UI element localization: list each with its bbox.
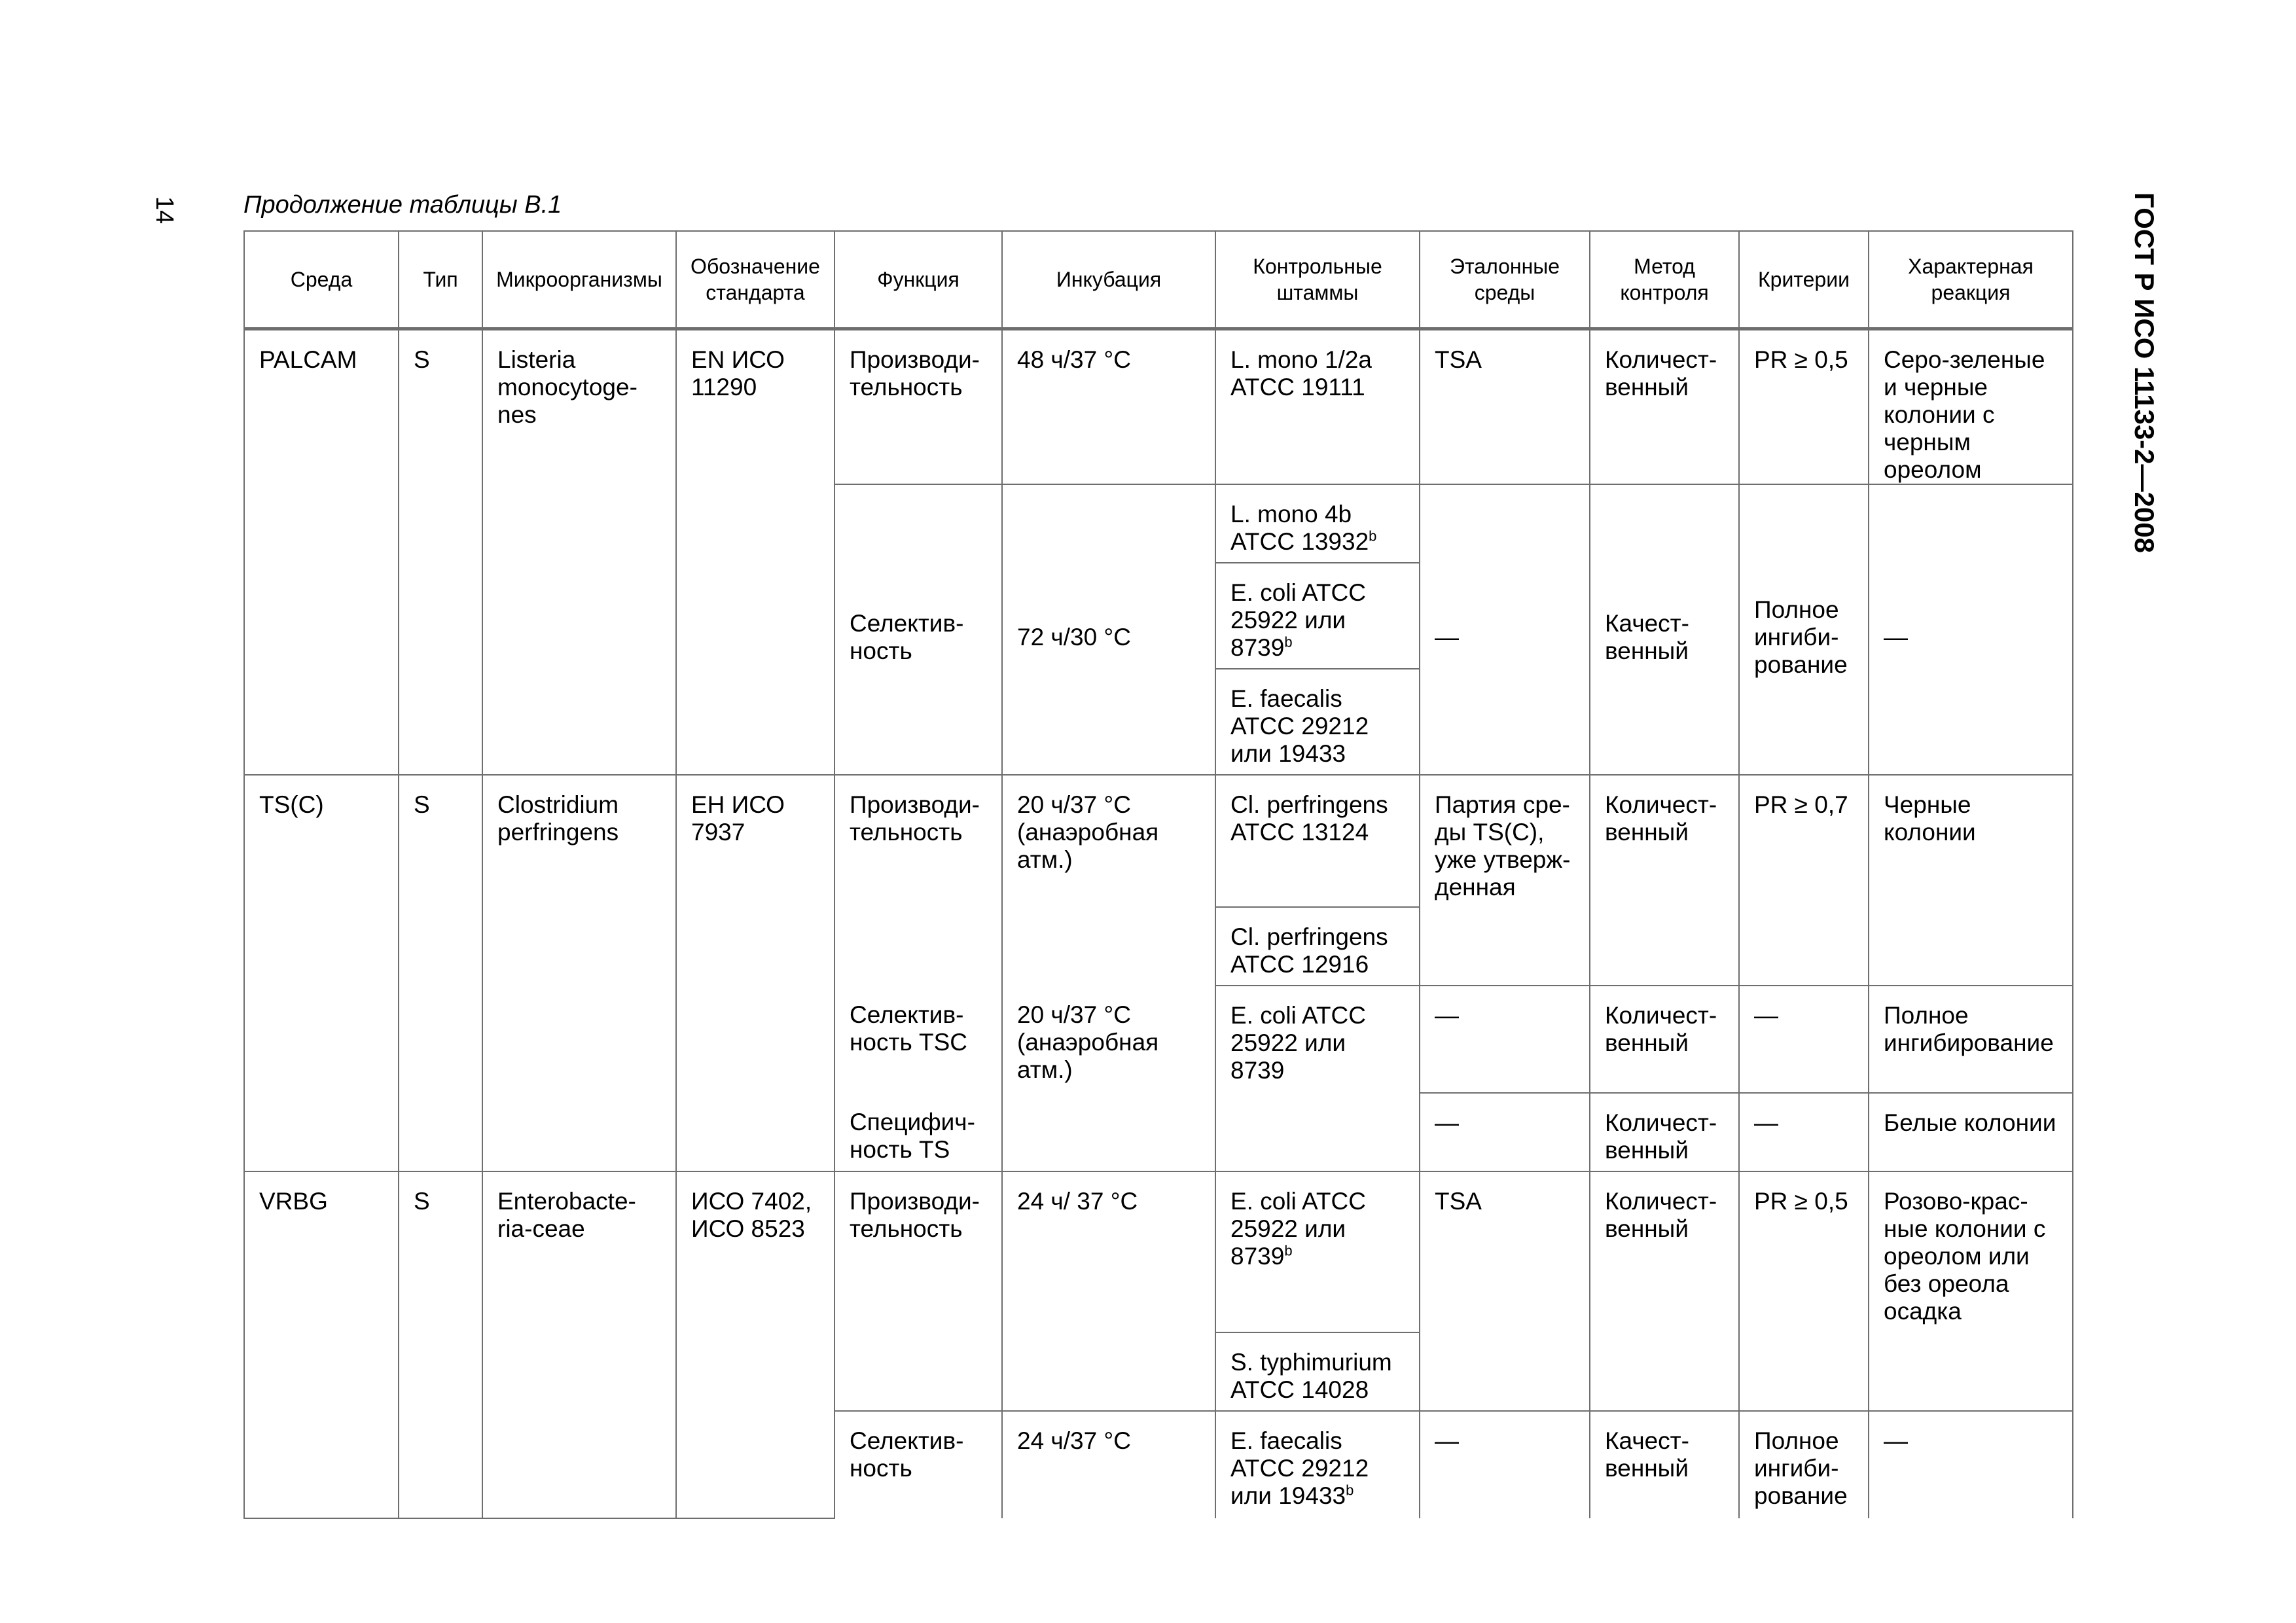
cell-incubation: 20 ч/37 °C (анаэробная атм.): [1002, 986, 1215, 1171]
cell-organism: Listeria monocytoge-nes: [482, 329, 676, 776]
cell-strain: S. typhimurium ATCC 14028: [1215, 1332, 1420, 1411]
cell-reaction: Полное ингибирование: [1869, 986, 2073, 1093]
cell-function: Производи-тельность: [834, 1171, 1002, 1411]
table-row: [244, 329, 2073, 485]
cell-reaction: —: [1869, 484, 2073, 775]
cell-criteria: PR ≥ 0,5: [1739, 329, 1869, 485]
cell-incubation: 24 ч/37 °C: [1002, 1411, 1215, 1518]
cell-strain: L. mono 1/2a ATCC 19111: [1215, 329, 1420, 485]
header-organisms: Микроорганизмы: [482, 231, 676, 329]
header-reaction: Характерная реакция: [1869, 231, 2073, 329]
cell-standard: EN ИСО 11290: [676, 329, 834, 776]
cell-organism: Enterobacte-ria-ceae: [482, 1171, 676, 1518]
header-medium: Среда: [244, 231, 399, 329]
header-reference-media: Эталонные среды: [1420, 231, 1590, 329]
cell-medium: TS(C): [244, 775, 399, 1171]
footnote-mark: b: [1284, 1242, 1293, 1259]
cell-reference: —: [1420, 484, 1590, 775]
header-criteria: Критерии: [1739, 231, 1869, 329]
cell-criteria: PR ≥ 0,7: [1739, 775, 1869, 986]
header-function: Функция: [834, 231, 1002, 329]
cell-reference: —: [1420, 1093, 1590, 1171]
cell-organism: Clostridium perfringens: [482, 775, 676, 1171]
cell-type: S: [399, 329, 482, 776]
strain-text: E. coli ATCC 25922 или 8739: [1230, 579, 1366, 661]
cell-reference: TSA: [1420, 329, 1590, 485]
cell-criteria: —: [1739, 1093, 1869, 1171]
cell-method: Количест-венный: [1590, 986, 1739, 1093]
cell-strain: Cl. perfringens ATCC 13124: [1215, 775, 1420, 907]
footnote-mark: b: [1346, 1482, 1354, 1499]
cell-type: S: [399, 1171, 482, 1518]
cell-strain: E. coli ATCC 25922 или 8739: [1215, 986, 1420, 1171]
table-caption: Продолжение таблицы В.1: [243, 191, 562, 219]
cell-reference: —: [1420, 986, 1590, 1093]
cell-reaction: —: [1869, 1411, 2073, 1518]
table-row: [244, 775, 2073, 907]
cell-strain: Cl. perfringens ATCC 12916: [1215, 907, 1420, 986]
header-incubation: Инкубация: [1002, 231, 1215, 329]
cell-function: Производи-тельность: [834, 775, 1002, 986]
cell-standard: ЕН ИСО 7937: [676, 775, 834, 1171]
cell-strain: [1215, 1171, 1420, 1332]
cell-medium: VRBG: [244, 1171, 399, 1518]
cell-function: Селектив-ность: [834, 1411, 1002, 1518]
cell-reaction: Розово-крас-ные колонии с ореолом или без ореола осадка: [1869, 1171, 2073, 1411]
cell-incubation: 20 ч/37 °C (анаэробная атм.): [1002, 775, 1215, 986]
cell-incubation: 24 ч/ 37 °C: [1002, 1171, 1215, 1411]
cell-reference: TSA: [1420, 1171, 1590, 1411]
cell-strain: [1215, 563, 1420, 669]
cell-reaction: Белые колонии: [1869, 1093, 2073, 1171]
cell-standard: ИСО 7402, ИСО 8523: [676, 1171, 834, 1518]
cell-strain: E. faecalis ATCC 29212 или 19433: [1215, 669, 1420, 775]
cell-type: S: [399, 775, 482, 1171]
strain-text: E. faecalis ATCC 29212 или 19433: [1230, 1427, 1369, 1509]
cell-incubation: 72 ч/30 °C: [1002, 484, 1215, 775]
cell-function: Селектив-ность TSC: [834, 986, 1002, 1093]
cell-function: Селектив-ность: [834, 484, 1002, 775]
strain-text: E. coli ATCC 25922 или 8739: [1230, 1188, 1366, 1270]
cell-criteria: PR ≥ 0,5: [1739, 1171, 1869, 1411]
cell-criteria: Полное ингиби-рование: [1739, 1411, 1869, 1518]
footnote-mark: b: [1284, 633, 1293, 651]
footnote-mark: b: [1369, 527, 1377, 544]
cell-medium: PALCAM: [244, 329, 399, 776]
table-row: [244, 1171, 2073, 1332]
cell-reaction: Серо-зеленые и черные колонии с черным ореолом: [1869, 329, 2073, 485]
header-row: [244, 231, 2073, 329]
cell-reference: Партия сре-ды TS(C), уже утверж-денная: [1420, 775, 1590, 986]
cell-incubation: 48 ч/37 °C: [1002, 329, 1215, 485]
cell-reaction: Черные колонии: [1869, 775, 2073, 986]
cell-strain: [1215, 484, 1420, 563]
cell-method: Количест-венный: [1590, 329, 1739, 485]
cell-strain: [1215, 1411, 1420, 1518]
cell-method: Количест-венный: [1590, 1171, 1739, 1411]
header-control-strains: Контрольные штаммы: [1215, 231, 1420, 329]
cell-method: Качест-венный: [1590, 1411, 1739, 1518]
header-type: Тип: [399, 231, 482, 329]
cell-function: Специфич-ность TS: [834, 1093, 1002, 1171]
document-title: ГОСТ Р ИСО 11133-2—2008: [2129, 192, 2160, 553]
cell-reference: —: [1420, 1411, 1590, 1518]
page-number: 14: [151, 196, 178, 224]
strain-text: L. mono 4b ATCC 13932: [1230, 501, 1369, 555]
cell-criteria: —: [1739, 986, 1869, 1093]
cell-method: Количест-венный: [1590, 1093, 1739, 1171]
cell-method: Количест-венный: [1590, 775, 1739, 986]
header-method: Метод контроля: [1590, 231, 1739, 329]
cell-criteria: Полное ингиби-рование: [1739, 484, 1869, 775]
media-table: [243, 230, 2073, 1519]
cell-method: Качест-венный: [1590, 484, 1739, 775]
header-standard: Обозначение стандарта: [676, 231, 834, 329]
cell-function: Производи-тельность: [834, 329, 1002, 485]
